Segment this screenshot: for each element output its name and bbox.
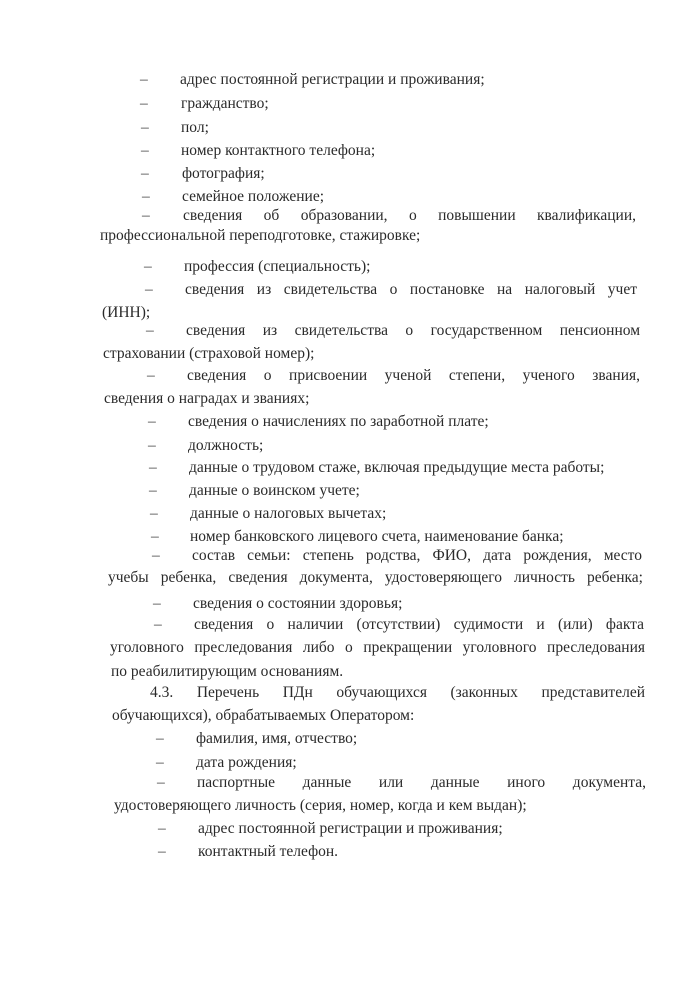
text-line: профессиональной переподготовке, стажировке; bbox=[100, 227, 421, 244]
text-line: удостоверяющего личность (серия, номер, когда и кем выдан); bbox=[114, 797, 527, 814]
list-dash-icon: – bbox=[140, 95, 148, 112]
text-line: (ИНН); bbox=[102, 304, 151, 321]
text-line: уголовного преследования либо о прекращении уголовного преследования bbox=[110, 639, 645, 656]
list-dash-icon: – bbox=[146, 322, 154, 339]
text-line: адрес постоянной регистрации и проживания; bbox=[198, 820, 503, 837]
list-dash-icon: – bbox=[144, 258, 152, 275]
list-dash-icon: – bbox=[158, 843, 166, 860]
list-dash-icon: – bbox=[158, 820, 166, 837]
list-dash-icon: – bbox=[157, 774, 165, 791]
text-line: номер банковского лицевого счета, наименование банка; bbox=[190, 528, 564, 545]
list-dash-icon: – bbox=[151, 528, 159, 545]
text-line: данные о трудовом стаже, включая предыдущие места работы; bbox=[189, 459, 605, 476]
text-line: 4.3. Перечень ПДн обучающихся (законных представителей bbox=[150, 684, 645, 701]
list-dash-icon: – bbox=[141, 165, 149, 182]
text-line: данные о воинском учете; bbox=[189, 482, 360, 499]
text-line: сведения об образовании, о повышении квалификации, bbox=[183, 207, 636, 224]
list-dash-icon: – bbox=[142, 188, 150, 205]
text-line: сведения о присвоении ученой степени, ученого звания, bbox=[187, 367, 640, 384]
list-dash-icon: – bbox=[156, 754, 164, 771]
text-line: гражданство; bbox=[181, 95, 269, 112]
text-line: сведения о наличии (отсутствии) судимости и (или) факта bbox=[194, 616, 644, 633]
text-line: пол; bbox=[181, 119, 209, 136]
list-dash-icon: – bbox=[149, 482, 157, 499]
list-dash-icon: – bbox=[149, 459, 157, 476]
text-line: номер контактного телефона; bbox=[181, 142, 376, 159]
list-dash-icon: – bbox=[147, 367, 155, 384]
text-line: по реабилитирующим основаниям. bbox=[111, 663, 344, 680]
text-line: сведения о состоянии здоровья; bbox=[193, 595, 403, 612]
list-dash-icon: – bbox=[152, 547, 160, 564]
text-line: профессия (специальность); bbox=[184, 258, 371, 275]
text-line: фамилия, имя, отчество; bbox=[196, 730, 358, 747]
list-dash-icon: – bbox=[141, 142, 149, 159]
text-line: данные о налоговых вычетах; bbox=[190, 505, 387, 522]
text-line: адрес постоянной регистрации и проживания; bbox=[180, 71, 485, 88]
list-dash-icon: – bbox=[154, 616, 162, 633]
list-dash-icon: – bbox=[142, 207, 150, 224]
list-dash-icon: – bbox=[153, 595, 161, 612]
list-dash-icon: – bbox=[156, 730, 164, 747]
text-line: сведения о наградах и званиях; bbox=[104, 390, 310, 407]
text-line: дата рождения; bbox=[196, 754, 297, 771]
text-line: состав семьи: степень родства, ФИО, дата рождения, место bbox=[192, 547, 642, 564]
list-dash-icon: – bbox=[148, 437, 156, 454]
text-line: сведения из свидетельства о постановке на налоговый учет bbox=[185, 281, 637, 298]
text-line: сведения из свидетельства о государственном пенсионном bbox=[186, 322, 640, 339]
text-line: контактный телефон. bbox=[198, 843, 339, 860]
text-line: фотография; bbox=[182, 165, 265, 182]
text-line: сведения о начислениях по заработной плате; bbox=[188, 413, 489, 430]
list-dash-icon: – bbox=[140, 71, 148, 88]
text-line: учебы ребенка, сведения документа, удостоверяющего личность ребенка; bbox=[108, 569, 643, 586]
text-line: обучающихся), обрабатываемых Оператором: bbox=[112, 707, 415, 724]
list-dash-icon: – bbox=[150, 505, 158, 522]
list-dash-icon: – bbox=[148, 413, 156, 430]
text-line: семейное положение; bbox=[182, 188, 325, 205]
list-dash-icon: – bbox=[141, 119, 149, 136]
text-line: страховании (страховой номер); bbox=[103, 345, 315, 362]
text-line: паспортные данные или данные иного документа, bbox=[197, 774, 646, 791]
text-line: должность; bbox=[188, 437, 264, 454]
list-dash-icon: – bbox=[145, 281, 153, 298]
